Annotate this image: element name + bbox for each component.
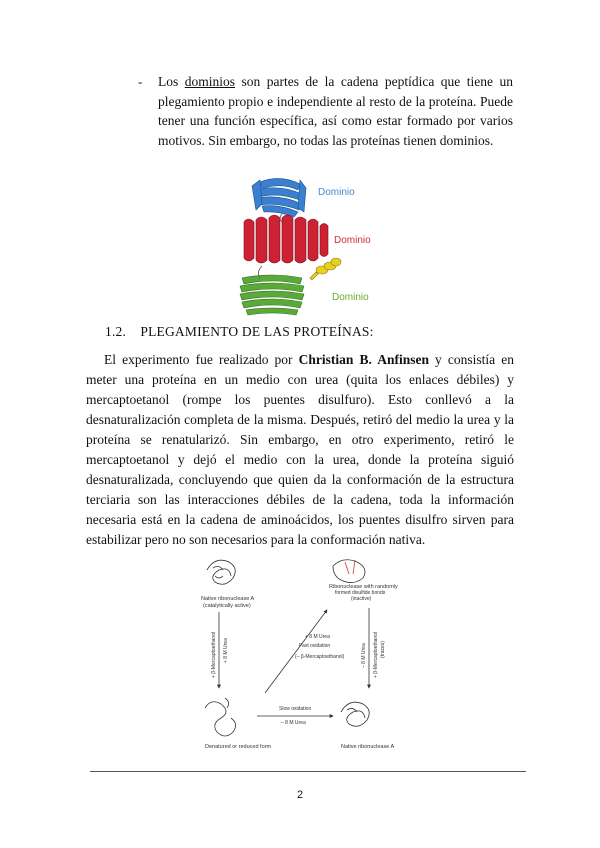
para-before: El experimento fue realizado por [104,352,299,367]
diagonal-arrow [265,610,327,693]
right-arrow-label-2: + β-Mercaptoethanol [373,631,379,678]
blue-domain-ribbon [252,178,306,217]
green-domain-ribbon [240,275,304,315]
bullet-marker: - [138,74,143,89]
section-heading [105,324,374,340]
scrambled-sub: (inactive) [351,596,372,602]
footer-divider [90,771,526,772]
right-arrow-label-1: – 8 M Urea [361,643,367,668]
diag-label-3: (– β-Mercaptoethanol) [295,654,345,660]
native-sub: (catalytically active) [203,603,251,609]
anfinsen-paragraph [86,350,514,550]
reduced-label: Denatured or reduced form [205,744,272,750]
domain-label-green: Dominio [332,292,369,303]
left-arrow-label-1: + β-Mercaptoethanol [211,631,217,678]
left-arrow-label-2: + 8 M Urea [223,638,229,663]
page-number: 2 [296,789,304,801]
scrambled-label-2: formed disulfide bonds [335,590,386,596]
domain-label-red: Dominio [334,235,371,246]
domain-label-blue: Dominio [318,187,355,198]
ribonuclease-experiment-figure [195,548,410,758]
bottom-arrow-label-2: – 8 M Urea [281,720,306,726]
section-number: 1.2. [105,324,127,339]
bottom-arrow-label-1: Slow oxidation [279,706,312,712]
section-title: PLEGAMIENTO DE LAS PROTEÍNAS: [140,324,374,339]
native-label: Native ribonuclease A [201,596,255,602]
right-arrow-label-3: (traces) [380,641,386,658]
diag-label-1: + 8 M Urea [305,634,330,640]
anfinsen-name: Christian B. Anfinsen [298,352,429,367]
term-dominios: dominios [184,74,235,89]
yellow-domain-ribbon [310,258,341,280]
red-domain-ribbon [244,215,328,263]
para-after: y consistía en meter una proteína en un medio con urea (quita los enlaces débiles) y mercaptoetanol (rompe los puentes disulfuro). Esto conllevó a la desnaturalización completa de la misma. Después, retiró del medio la urea y la proteína se renatularizó. Sin embargo, en otro experimento, retiró le mercaptoetanol y dejó el medio con la urea, donde la proteína siguió desnaturalizada, concluyendo que quien da la conformación de la estructura terciaria son las interacciones débiles de la cadena, toda la información necesaria está en la cadena de aminoácidos, los puentes disulfro sirven para estabilizar pero no son necesarios para la conformación nativa. [86,352,514,547]
native-bottom-label: Native ribonuclease A [341,744,395,750]
scrambled-label: Ribonuclease with randomly [329,584,398,590]
protein-domains-figure [222,170,382,320]
diag-label-2: Fast oxidation [299,643,331,649]
scrambled-protein-top-right [333,560,365,583]
bullet-prefix: Los [158,74,185,89]
native-protein-bottom-right [341,702,369,726]
bullet-body: son partes de la cadena peptídica que tiene un plegamiento propio e independiente al resto de la proteína. Puede tener una función específica, así como estar formado por varios motivos. Sin embargo, no todas las proteínas tienen dominios. [158,74,513,148]
native-protein-top-left [207,560,235,584]
reduced-protein-bottom-left [205,698,236,736]
domains-bullet-paragraph [158,72,513,150]
